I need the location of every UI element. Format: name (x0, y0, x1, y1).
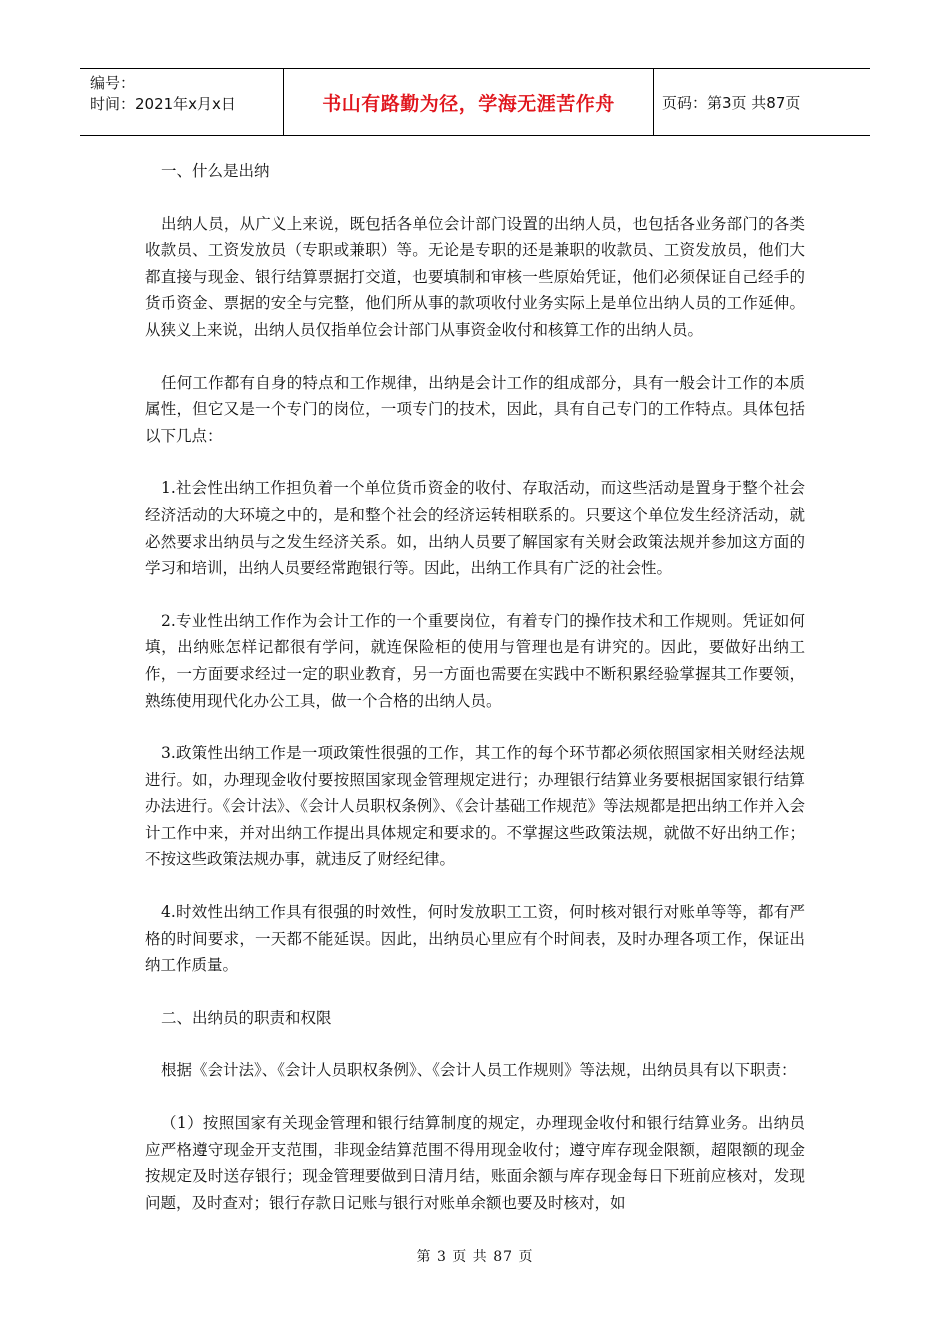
page-header (80, 68, 870, 136)
paragraph-3: 1.社会性出纳工作担负着一个单位货币资金的收付、存取活动，而这些活动是置身于整个社会经济活动的大环境之中的，是和整个社会的经济运转相联系的。只要这个单位发生经济活动，就必然要求出纳员与之发生经济关系。如，出纳人员要了解国家有关财会政策法规并参加这方面的学习和培训，出纳人员要经常跑银行等。因此，出纳工作具有广泛的社会性。 (145, 479, 805, 578)
header-page-info: 页码：第3页 共87页 (662, 93, 801, 112)
paragraph-4: 2.专业性出纳工作作为会计工作的一个重要岗位，有着专门的操作技术和工作规则。凭证如何填，出纳账怎样记都很有学问，就连保险柜的使用与管理也是有讲究的。因此，要做好出纳工作，一方面要求经过一定的职业教育，另一方面也需要在实践中不断积累经验掌握其工作要领，熟练使用现代化办公工具，做一个合格的出纳人员。 (145, 611, 805, 710)
document-body (145, 158, 805, 1216)
paragraph-6: 4.时效性出纳工作具有很强的时效性，何时发放职工工资，何时核对银行对账单等等，都有严格的时间要求，一天都不能延误。因此，出纳员心里应有个时间表，及时办理各项工作，保证出纳工作质量。 (145, 903, 805, 975)
paragraph-2: 任何工作都有自身的特点和工作规律，出纳是会计工作的组成部分，具有一般会计工作的本质属性，但它又是一个专门的岗位，一项专门的技术，因此，具有自己专门的工作特点。具体包括以下几点： (145, 373, 805, 445)
section-heading-2: 二、出纳员的职责和权限 (161, 1008, 332, 1027)
page-footer: 第 3 页 共 87 页 (416, 1249, 534, 1265)
section-heading-1: 一、什么是出纳 (161, 162, 270, 180)
header-meta-cell (80, 69, 284, 135)
paragraph-7: 根据《会计法》、《会计人员职权条例》、《会计人员工作规则》等法规，出纳员具有以下职责： (161, 1061, 797, 1080)
paragraph-1: 出纳人员，从广义上来说，既包括各单位会计部门设置的出纳人员，也包括各业务部门的各类收款员、工资发放员（专职或兼职）等。无论是专职的还是兼职的收款员、工资发放员，他们大都直接与现金、银行结算票据打交道，也要填制和审核一些原始凭证，他们必须保证自己经手的货币资金、票据的安全与完整，他们所从事的款项收付业务实际上是单位出纳人员的工作延伸。从狭义上来说，出纳人员仅指单位会计部门从事资金收付和核算工作的出纳人员。 (145, 214, 805, 339)
document-date-label: 时间：2021年x月x日 (90, 95, 236, 113)
paragraph-8: （1）按照国家有关现金管理和银行结算制度的规定，办理现金收付和银行结算业务。出纳员应严格遵守现金开支范围，非现金结算范围不得用现金收付；遵守库存现金限额，超限额的现金按规定及时送存银行；现金管理要做到日清月结，账面余额与库存现金每日下班前应核对，发现问题，及时查对；银行存款日记账与银行对账单余额也要及时核对，如 (145, 1114, 805, 1212)
header-motto: 书山有路勤为径，学海无涯苦作舟 (284, 69, 654, 135)
document-number-label: 编号： (90, 74, 136, 92)
paragraph-5: 3.政策性出纳工作是一项政策性很强的工作，其工作的每个环节都必须依照国家相关财经法规进行。如，办理现金收付要按照国家现金管理规定进行；办理银行结算业务要根据国家银行结算办法进行。《会计法》、《会计人员职权条例》、《会计基础工作规范》等法规都是把出纳工作并入会计工作中来，并对出纳工作提出具体规定和要求的。不掌握这些政策法规，就做不好出纳工作；不按这些政策法规办事，就违反了财经纪律。 (145, 744, 805, 869)
